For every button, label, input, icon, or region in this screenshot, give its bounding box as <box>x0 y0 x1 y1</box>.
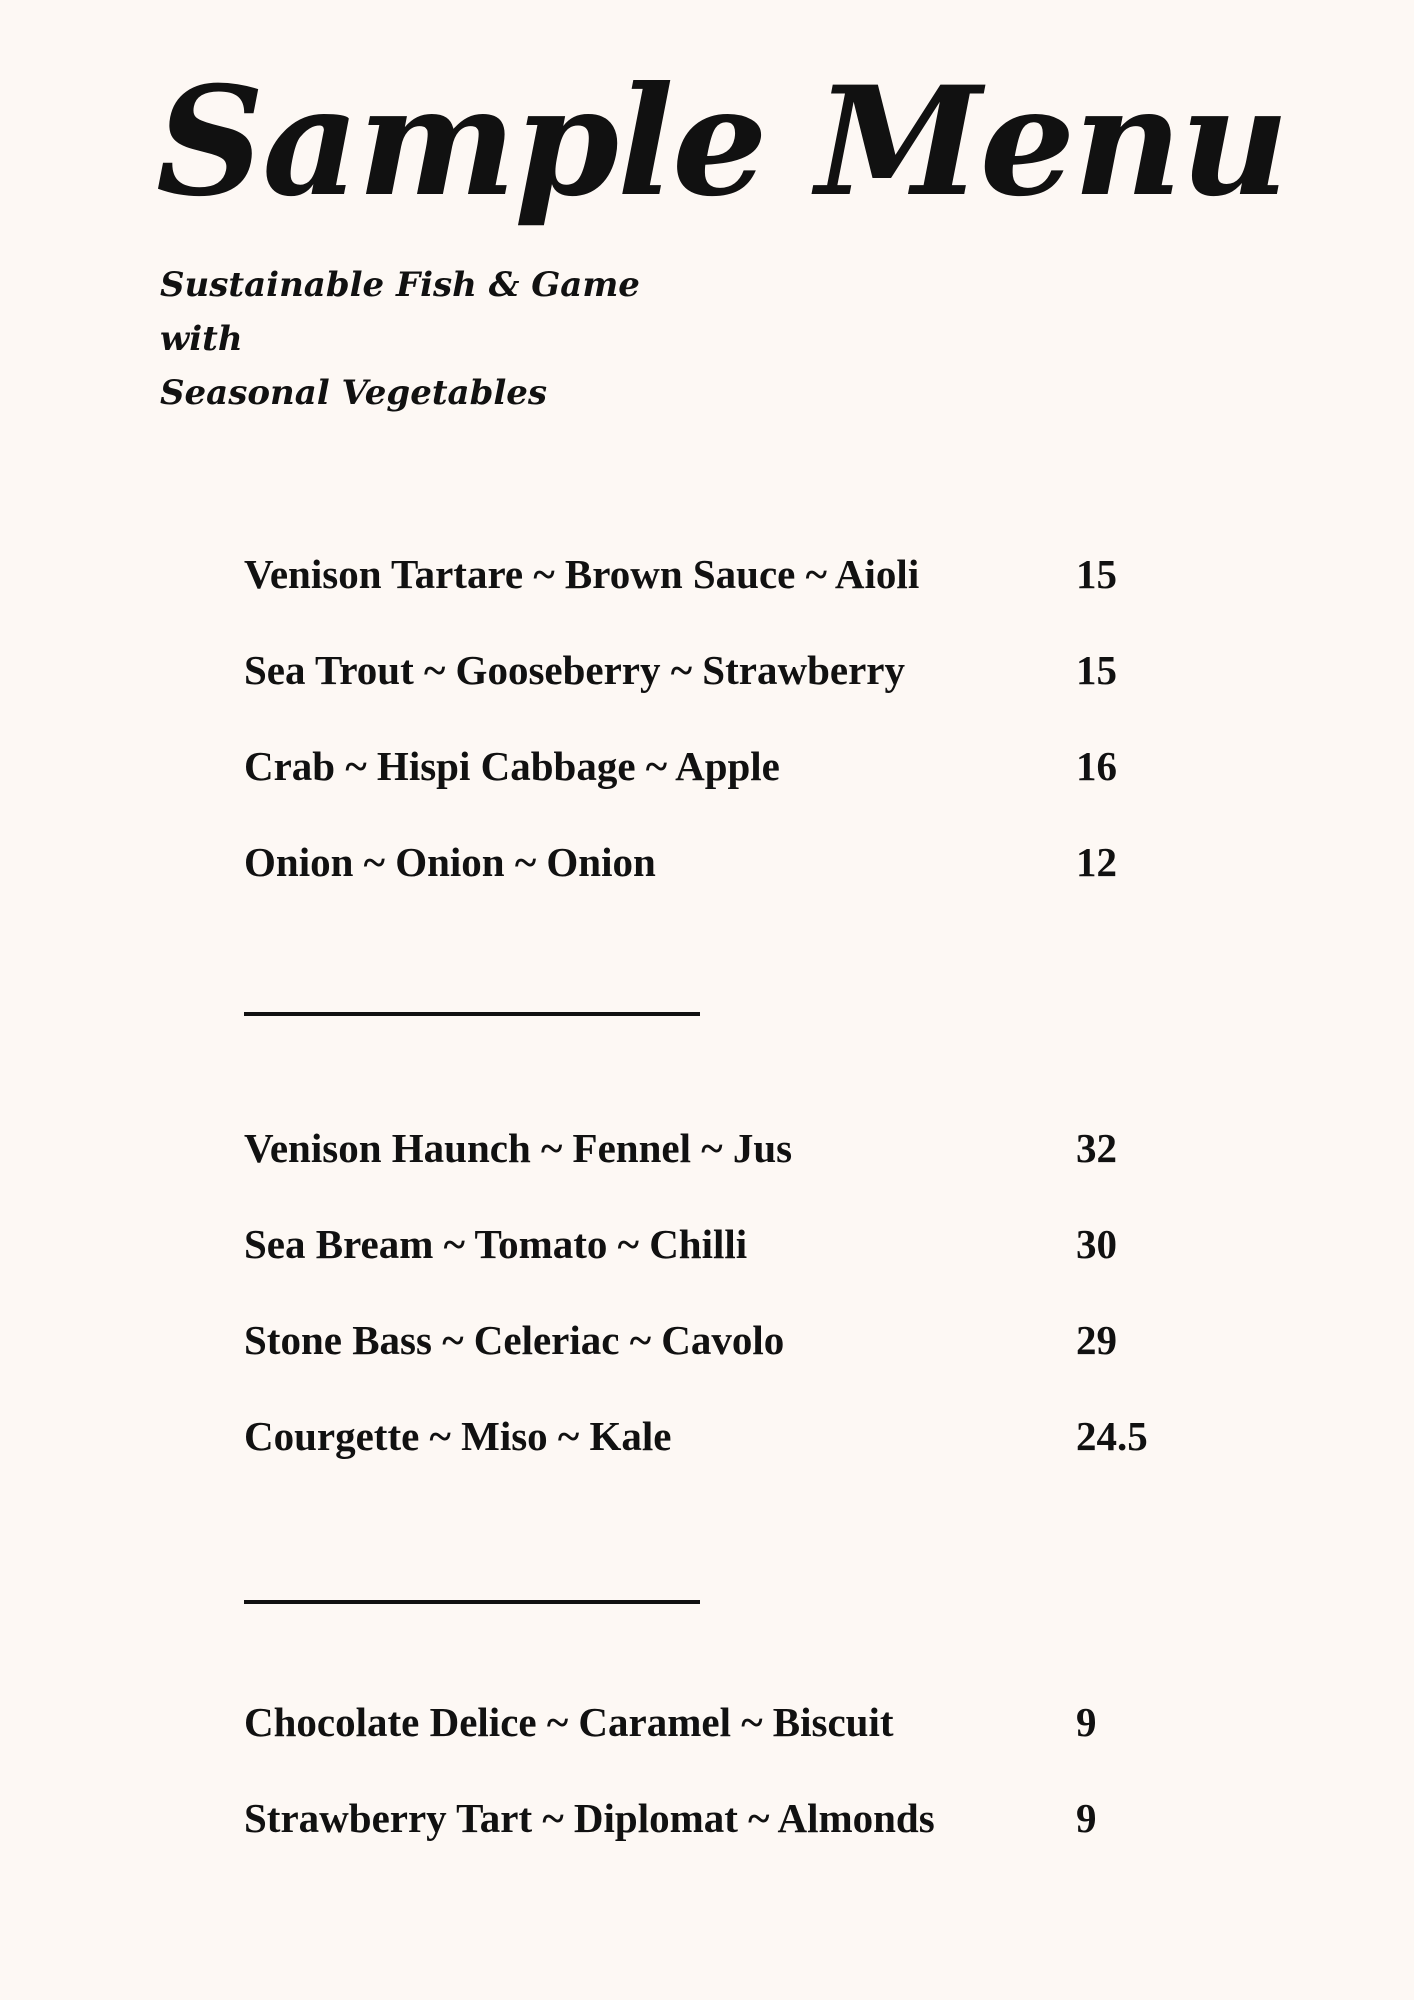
menu-item <box>244 814 1204 910</box>
menu-item <box>244 526 1204 622</box>
menu-section-starters <box>244 526 1204 910</box>
menu-item <box>244 1196 1204 1292</box>
menu-item-name: Crab ~ Hispi Cabbage ~ Apple <box>244 743 780 789</box>
menu-item-price: 24.5 <box>1076 1413 1148 1459</box>
subtitle-line: Sustainable Fish & Game with <box>160 265 640 359</box>
menu-item <box>244 1388 1204 1484</box>
menu-item-name: Stone Bass ~ Celeriac ~ Cavolo <box>244 1317 785 1363</box>
section-divider <box>244 1600 700 1604</box>
menu-item-name: Chocolate Delice ~ Caramel ~ Biscuit <box>244 1699 894 1745</box>
menu-item-price: 30 <box>1076 1221 1117 1267</box>
menu-item-name: Sea Bream ~ Tomato ~ Chilli <box>244 1221 748 1267</box>
menu-item-name: Strawberry Tart ~ Diplomat ~ Almonds <box>244 1795 935 1841</box>
menu-item-name: Onion ~ Onion ~ Onion <box>244 839 656 885</box>
menu-section-desserts <box>244 1674 1204 1866</box>
menu-item <box>244 1674 1204 1770</box>
menu-item-price: 12 <box>1076 839 1117 885</box>
menu-item-price: 32 <box>1076 1125 1117 1171</box>
menu-item <box>244 622 1204 718</box>
menu-subtitle <box>160 258 720 420</box>
menu-item-price: 15 <box>1076 647 1117 693</box>
menu-item-name: Sea Trout ~ Gooseberry ~ Strawberry <box>244 647 905 693</box>
menu-item-price: 29 <box>1076 1317 1117 1363</box>
menu-item <box>244 1292 1204 1388</box>
section-divider <box>244 1012 700 1016</box>
menu-title: Sample Menu <box>156 54 1288 230</box>
menu-item-price: 15 <box>1076 551 1117 597</box>
menu-item-name: Venison Tartare ~ Brown Sauce ~ Aioli <box>244 551 920 597</box>
menu-item-name: Courgette ~ Miso ~ Kale <box>244 1413 672 1459</box>
menu-section-mains <box>244 1100 1204 1484</box>
menu-item <box>244 1100 1204 1196</box>
menu-item-price: 9 <box>1076 1795 1097 1841</box>
subtitle-line: Seasonal Vegetables <box>160 373 548 413</box>
menu-item <box>244 1770 1204 1866</box>
menu-item-name: Venison Haunch ~ Fennel ~ Jus <box>244 1125 793 1171</box>
menu-item-price: 16 <box>1076 743 1117 789</box>
menu-item <box>244 718 1204 814</box>
menu-item-price: 9 <box>1076 1699 1097 1745</box>
